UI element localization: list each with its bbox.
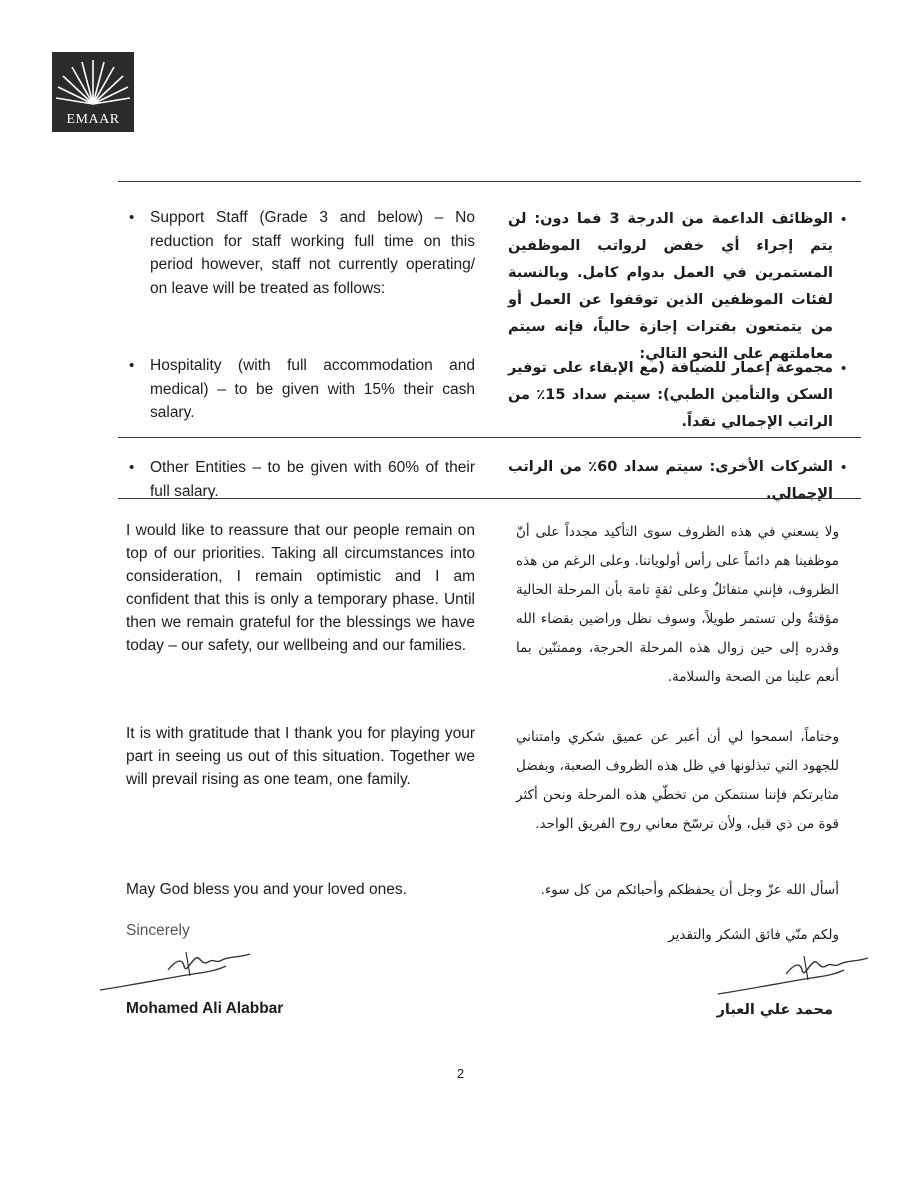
en-bullet-support-staff: Support Staff (Grade 3 and below) – No reduction for staff working full time on this period however, staff not currently operating/ on leave will be treated as follows: — [150, 209, 475, 297]
en-signatory-name: Mohamed Ali Alabbar — [126, 1000, 284, 1017]
logo-text: EMAAR — [66, 112, 120, 127]
divider-top — [118, 181, 861, 182]
ar-signatory-name: محمد علي العبار — [716, 1002, 833, 1018]
emaar-logo — [52, 52, 134, 132]
ar-bullet-other-entities: الشركات الأخرى: سيتم سداد 60٪ من الراتب الإجمالي. — [508, 459, 834, 502]
en-closing: Sincerely — [126, 922, 190, 939]
en-paragraph-reassurance: I would like to reassure that our people remain on top of our priorities. Taking all circumstances into consideration, I remain optimistic and I am confident that this is only a temporary phase. Until then we remain grateful for the blessings we have today – our safety, our wellbeing and our families. — [126, 522, 475, 654]
page-number: 2 — [456, 1066, 465, 1081]
bullet-dot: • — [129, 357, 135, 374]
en-bullet-hospitality: Hospitality (with full accommodation and medical) – to be given with 15% their cash salary. — [150, 357, 475, 421]
ar-closing: ولكم منّي فائق الشكر والتقدير — [668, 927, 839, 943]
bullet-dot: • — [841, 211, 847, 228]
bullet-dot: • — [129, 459, 135, 476]
sunburst-icon — [52, 52, 134, 112]
ar-bullet-support-staff: الوظائف الداعمة من الدرجة 3 فما دون: لن يتم إجراء أي خفض لرواتب الموظفين المستمرين في العمل بدوام كامل. وبالنسبة لفئات الموظفين الذين توقفوا عن العمل أو من يتمتعون بفترات إجازة حالياً، فإنه سيتم معاملتهم على النحو التالي: — [508, 211, 833, 362]
ar-blessing: أسأل الله عزّ وجل أن يحفظكم وأحبائكم من كل سوء. — [540, 882, 839, 898]
bullet-dot: • — [129, 209, 135, 226]
divider-middle — [118, 437, 861, 438]
bullet-dot: • — [841, 360, 847, 377]
en-paragraph-gratitude: It is with gratitude that I thank you for playing your part in seeing us out of this situation. Together we will prevail rising as one team, one family. — [126, 725, 475, 788]
signature-left — [98, 948, 258, 996]
en-blessing: May God bless you and your loved ones. — [126, 881, 407, 898]
bullet-dot: • — [841, 459, 847, 476]
signature-right — [716, 952, 876, 1000]
ar-paragraph-reassurance: ولا يسعني في هذه الظروف سوى التأكيد مجدداً على أنّ موظفينا هم دائماً على رأس أولوياتنا. وعلى الرغم من هذه الظروف، فإنني متفائلٌ وعلى ثقةٍ تامة بأن المرحلة الحالية مؤقتةٌ ولن تستمر طويلاً، وسوف نظل وراضين بقضاء الله وقدره إلى حين زوال هذه المرحلة الحرجة، وممتنّين بما أنعم علينا من الصحة والسلامة. — [516, 524, 839, 685]
ar-paragraph-gratitude: وختاماً، اسمحوا لي أن أعبر عن عميق شكري وامتناني للجهود التي تبذلونها في ظل هذه الظروف الصعبة، وبفضل مثابرتكم فإننا سنتمكن من تخطّي هذه المرحلة ونحن أكثر قوة من ذي قبل، ولأن نرسّخ معاني روح الفريق الواحد. — [516, 729, 839, 832]
en-bullet-other-entities: Other Entities – to be given with 60% of their full salary. — [150, 459, 475, 500]
ar-bullet-hospitality: مجموعة إعمار للضيافة (مع الإبقاء على توفير السكن والتأمين الطبي): سيتم سداد 15٪ من الراتب الإجمالي نقداً. — [508, 360, 833, 430]
